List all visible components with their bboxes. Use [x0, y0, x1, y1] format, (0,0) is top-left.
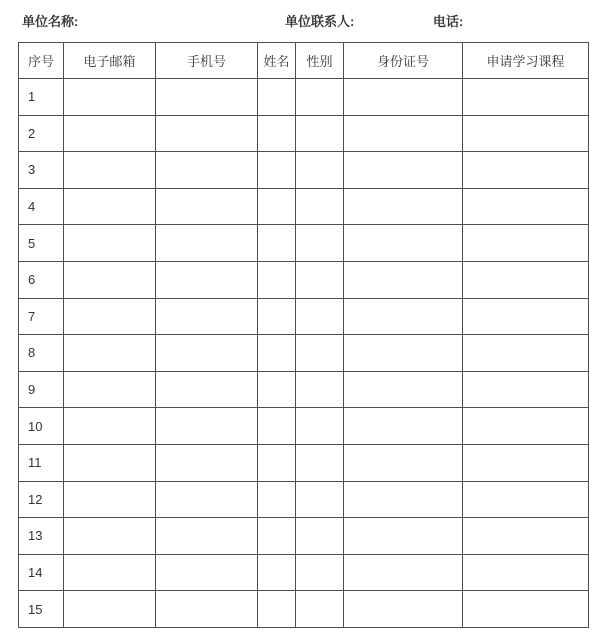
empty-cell: [64, 188, 156, 225]
empty-cell: [296, 115, 344, 152]
empty-cell: [156, 188, 258, 225]
row-number-cell: 4: [19, 188, 64, 225]
row-number-cell: 2: [19, 115, 64, 152]
table-row: [19, 188, 589, 225]
empty-cell: [296, 335, 344, 372]
empty-cell: [258, 188, 296, 225]
table-row: [19, 518, 589, 555]
empty-cell: [258, 152, 296, 189]
empty-cell: [463, 335, 589, 372]
empty-cell: [258, 444, 296, 481]
table-row: [19, 481, 589, 518]
empty-cell: [258, 335, 296, 372]
empty-cell: [156, 79, 258, 116]
empty-cell: [344, 444, 463, 481]
table-header-row: [19, 43, 589, 79]
empty-cell: [64, 79, 156, 116]
empty-cell: [156, 444, 258, 481]
table-row: [19, 298, 589, 335]
empty-cell: [296, 152, 344, 189]
empty-cell: [344, 335, 463, 372]
empty-cell: [64, 408, 156, 445]
table-row: [19, 408, 589, 445]
table-body: [19, 79, 589, 628]
empty-cell: [344, 371, 463, 408]
empty-cell: [296, 371, 344, 408]
empty-cell: [296, 518, 344, 555]
empty-cell: [296, 408, 344, 445]
row-number-cell: 10: [19, 408, 64, 445]
table-row: [19, 152, 589, 189]
empty-cell: [344, 481, 463, 518]
empty-cell: [156, 591, 258, 628]
empty-cell: [344, 152, 463, 189]
empty-cell: [258, 79, 296, 116]
row-number-cell: 7: [19, 298, 64, 335]
column-header-mobile: 手机号: [156, 43, 258, 79]
empty-cell: [463, 371, 589, 408]
empty-cell: [463, 554, 589, 591]
column-header-no: 序号: [19, 43, 64, 79]
empty-cell: [156, 152, 258, 189]
table-row: [19, 261, 589, 298]
empty-cell: [156, 408, 258, 445]
empty-cell: [344, 518, 463, 555]
row-number-cell: 11: [19, 444, 64, 481]
unit-name-label: 单位名称:: [22, 14, 79, 29]
table-row: [19, 591, 589, 628]
table-row: [19, 371, 589, 408]
row-number-cell: 5: [19, 225, 64, 262]
empty-cell: [463, 152, 589, 189]
empty-cell: [463, 225, 589, 262]
empty-cell: [463, 79, 589, 116]
empty-cell: [64, 591, 156, 628]
column-header-name: 姓名: [258, 43, 296, 79]
empty-cell: [344, 188, 463, 225]
empty-cell: [296, 79, 344, 116]
empty-cell: [344, 554, 463, 591]
empty-cell: [156, 115, 258, 152]
empty-cell: [258, 115, 296, 152]
empty-cell: [64, 261, 156, 298]
empty-cell: [344, 298, 463, 335]
empty-cell: [296, 591, 344, 628]
empty-cell: [296, 554, 344, 591]
row-number-cell: 1: [19, 79, 64, 116]
empty-cell: [296, 298, 344, 335]
table-row: [19, 554, 589, 591]
column-header-id: 身份证号: [344, 43, 463, 79]
row-number-cell: 3: [19, 152, 64, 189]
row-number-cell: 13: [19, 518, 64, 555]
empty-cell: [156, 298, 258, 335]
empty-cell: [156, 371, 258, 408]
empty-cell: [64, 115, 156, 152]
empty-cell: [463, 408, 589, 445]
top-label-row: [0, 11, 600, 31]
empty-cell: [258, 591, 296, 628]
empty-cell: [64, 444, 156, 481]
row-number-cell: 9: [19, 371, 64, 408]
row-number-cell: 12: [19, 481, 64, 518]
empty-cell: [463, 115, 589, 152]
table-row: [19, 79, 589, 116]
column-header-gender: 性别: [296, 43, 344, 79]
empty-cell: [463, 298, 589, 335]
column-header-course: 申请学习课程: [463, 43, 589, 79]
unit-contact-label: 单位联系人:: [285, 14, 355, 29]
table-row: [19, 444, 589, 481]
empty-cell: [344, 591, 463, 628]
empty-cell: [258, 518, 296, 555]
empty-cell: [296, 261, 344, 298]
empty-cell: [258, 554, 296, 591]
empty-cell: [463, 591, 589, 628]
empty-cell: [64, 298, 156, 335]
row-number-cell: 6: [19, 261, 64, 298]
row-number-cell: 14: [19, 554, 64, 591]
empty-cell: [463, 481, 589, 518]
empty-cell: [463, 518, 589, 555]
empty-cell: [258, 481, 296, 518]
table-row: [19, 225, 589, 262]
empty-cell: [258, 408, 296, 445]
row-number-cell: 8: [19, 335, 64, 372]
empty-cell: [344, 408, 463, 445]
row-number-cell: 15: [19, 591, 64, 628]
empty-cell: [463, 261, 589, 298]
table-header: [19, 43, 589, 79]
empty-cell: [258, 298, 296, 335]
table-row: [19, 115, 589, 152]
empty-cell: [64, 481, 156, 518]
empty-cell: [64, 518, 156, 555]
empty-cell: [463, 444, 589, 481]
empty-cell: [64, 225, 156, 262]
empty-cell: [258, 371, 296, 408]
phone-label: 电话:: [433, 14, 464, 29]
empty-cell: [156, 481, 258, 518]
empty-cell: [258, 225, 296, 262]
empty-cell: [156, 225, 258, 262]
empty-cell: [156, 335, 258, 372]
table-row: [19, 335, 589, 372]
empty-cell: [463, 188, 589, 225]
enrollment-form-table: [18, 42, 589, 628]
empty-cell: [344, 115, 463, 152]
column-header-email: 电子邮箱: [64, 43, 156, 79]
empty-cell: [64, 152, 156, 189]
empty-cell: [344, 225, 463, 262]
empty-cell: [258, 261, 296, 298]
empty-cell: [156, 518, 258, 555]
empty-cell: [64, 554, 156, 591]
empty-cell: [344, 79, 463, 116]
empty-cell: [64, 335, 156, 372]
empty-cell: [156, 554, 258, 591]
empty-cell: [156, 261, 258, 298]
empty-cell: [344, 261, 463, 298]
empty-cell: [296, 188, 344, 225]
empty-cell: [296, 481, 344, 518]
empty-cell: [296, 225, 344, 262]
empty-cell: [64, 371, 156, 408]
empty-cell: [296, 444, 344, 481]
